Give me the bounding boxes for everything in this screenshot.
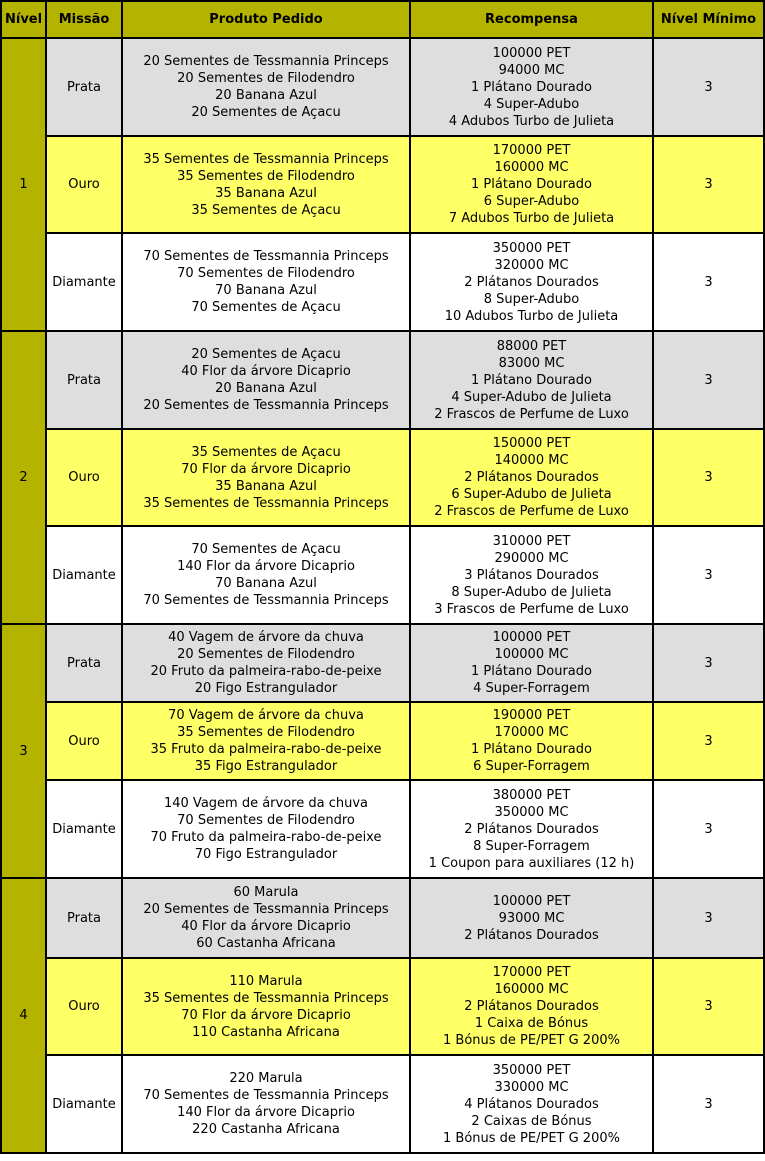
reward-line: 3 Frascos de Perfume de Luxo bbox=[434, 601, 629, 617]
rewards-cell bbox=[410, 429, 653, 526]
reward-line: 88000 PET bbox=[496, 338, 567, 354]
min-level-cell: 3 bbox=[653, 958, 764, 1055]
reward-line: 330000 MC bbox=[494, 1079, 569, 1095]
product-line: 40 Vagem de árvore da chuva bbox=[168, 630, 364, 645]
min-level-cell: 3 bbox=[653, 429, 764, 526]
products-cell bbox=[122, 233, 410, 331]
product-line: 35 Fruto da palmeira-rabo-de-peixe bbox=[150, 742, 382, 757]
quest-row bbox=[1, 780, 764, 878]
level-cell: 2 bbox=[1, 331, 46, 624]
reward-line: 2 Plátanos Dourados bbox=[464, 821, 599, 837]
product-line: 70 Flor da árvore Dicaprio bbox=[181, 461, 351, 477]
product-line: 35 Sementes de Tessmannia Princeps bbox=[143, 151, 389, 167]
reward-line: 170000 PET bbox=[492, 965, 571, 980]
rewards-cell bbox=[410, 878, 653, 958]
product-line: 70 Sementes de Tessmannia Princeps bbox=[143, 593, 389, 608]
reward-line: 1 Plátano Dourado bbox=[471, 372, 592, 388]
reward-line: 10 Adubos Turbo de Julieta bbox=[444, 308, 619, 324]
product-line: 35 Figo Estrangulador bbox=[194, 759, 338, 774]
level-cell: 3 bbox=[1, 624, 46, 878]
mission-cell: Prata bbox=[46, 38, 122, 136]
reward-line: 1 Plátano Dourado bbox=[471, 664, 592, 679]
reward-line: 2 Plátanos Dourados bbox=[464, 470, 599, 485]
product-line: 140 Vagem de árvore da chuva bbox=[163, 796, 368, 811]
min-level-cell: 3 bbox=[653, 878, 764, 958]
reward-line: 2 Plátanos Dourados bbox=[464, 274, 599, 290]
reward-line: 1 Plátano Dourado bbox=[471, 742, 592, 757]
rewards-cell bbox=[410, 624, 653, 702]
product-line: 110 Marula bbox=[229, 973, 303, 989]
product-line: 70 Fruto da palmeira-rabo-de-peixe bbox=[150, 830, 382, 845]
product-line: 60 Marula bbox=[233, 885, 299, 900]
quest-row bbox=[1, 331, 764, 429]
min-level-cell: 3 bbox=[653, 526, 764, 624]
reward-line: 150000 PET bbox=[492, 436, 571, 451]
min-level-cell: 3 bbox=[653, 702, 764, 780]
product-line: 35 Sementes de Filodendro bbox=[177, 725, 355, 740]
product-line: 140 Flor da árvore Dicaprio bbox=[177, 1105, 355, 1120]
product-line: 220 Marula bbox=[229, 1071, 303, 1086]
quest-row bbox=[1, 624, 764, 702]
product-line: 70 Banana Azul bbox=[215, 576, 317, 591]
reward-line: 350000 PET bbox=[492, 240, 571, 256]
rewards-cell bbox=[410, 38, 653, 136]
reward-line: 94000 MC bbox=[498, 62, 565, 78]
product-line: 70 Sementes de Tessmannia Princeps bbox=[143, 1088, 389, 1103]
reward-line: 4 Super-Forragem bbox=[473, 681, 590, 696]
product-line: 220 Castanha Africana bbox=[192, 1122, 340, 1137]
reward-line: 4 Adubos Turbo de Julieta bbox=[448, 113, 615, 129]
reward-line: 310000 PET bbox=[492, 533, 571, 549]
product-line: 70 Flor da árvore Dicaprio bbox=[181, 1007, 351, 1023]
reward-line: 100000 PET bbox=[492, 45, 571, 61]
mission-cell: Ouro bbox=[46, 702, 122, 780]
mission-cell: Ouro bbox=[46, 958, 122, 1055]
products-cell bbox=[122, 780, 410, 878]
reward-line: 8 Super-Forragem bbox=[473, 838, 590, 854]
reward-line: 2 Frascos de Perfume de Luxo bbox=[434, 406, 629, 422]
quest-row bbox=[1, 878, 764, 958]
quest-row bbox=[1, 38, 764, 136]
reward-line: 170000 MC bbox=[494, 725, 569, 740]
mission-cell: Diamante bbox=[46, 1055, 122, 1153]
reward-line: 1 Coupon para auxiliares (12 h) bbox=[428, 855, 635, 871]
products-cell bbox=[122, 136, 410, 233]
rewards-cell bbox=[410, 331, 653, 429]
reward-line: 83000 MC bbox=[498, 355, 565, 371]
reward-line: 2 Caixas de Bónus bbox=[471, 1113, 592, 1129]
mission-cell: Prata bbox=[46, 624, 122, 702]
min-level-cell: 3 bbox=[653, 233, 764, 331]
reward-line: 1 Caixa de Bónus bbox=[474, 1016, 589, 1031]
reward-line: 160000 MC bbox=[494, 982, 569, 997]
reward-line: 160000 MC bbox=[494, 160, 569, 175]
reward-line: 6 Super-Forragem bbox=[473, 759, 590, 774]
reward-line: 6 Super-Adubo de Julieta bbox=[451, 487, 612, 502]
product-line: 20 Sementes de Tessmannia Princeps bbox=[143, 398, 389, 413]
product-line: 60 Castanha Africana bbox=[196, 936, 336, 951]
quest-row bbox=[1, 233, 764, 331]
quest-row bbox=[1, 958, 764, 1055]
product-line: 40 Flor da árvore Dicaprio bbox=[181, 919, 351, 934]
product-line: 35 Sementes de Açacu bbox=[191, 444, 341, 460]
reward-line: 320000 MC bbox=[494, 257, 569, 273]
reward-line: 1 Bónus de PE/PET G 200% bbox=[443, 1033, 620, 1048]
product-line: 35 Banana Azul bbox=[215, 478, 317, 494]
header-nivel-minimo: Nível Mínimo bbox=[653, 1, 764, 38]
product-line: 110 Castanha Africana bbox=[192, 1024, 340, 1040]
mission-cell: Diamante bbox=[46, 526, 122, 624]
level-cell: 1 bbox=[1, 38, 46, 331]
reward-line: 350000 PET bbox=[492, 1062, 571, 1078]
product-line: 35 Banana Azul bbox=[215, 185, 317, 201]
product-line: 20 Sementes de Filodendro bbox=[177, 647, 355, 662]
product-line: 35 Sementes de Tessmannia Princeps bbox=[143, 495, 389, 511]
mission-cell: Ouro bbox=[46, 136, 122, 233]
products-cell bbox=[122, 526, 410, 624]
products-cell bbox=[122, 958, 410, 1055]
reward-line: 100000 PET bbox=[492, 893, 571, 909]
product-line: 70 Sementes de Tessmannia Princeps bbox=[143, 249, 389, 264]
product-line: 20 Sementes de Tessmannia Princeps bbox=[143, 54, 389, 69]
reward-line: 290000 MC bbox=[494, 550, 569, 566]
rewards-cell bbox=[410, 1055, 653, 1153]
products-cell bbox=[122, 429, 410, 526]
reward-line: 1 Bónus de PE/PET G 200% bbox=[443, 1130, 620, 1146]
product-line: 20 Fruto da palmeira-rabo-de-peixe bbox=[150, 664, 382, 679]
product-line: 70 Sementes de Filodendro bbox=[177, 813, 355, 828]
reward-line: 2 Plátanos Dourados bbox=[464, 999, 599, 1014]
reward-line: 6 Super-Adubo bbox=[483, 194, 580, 209]
reward-line: 4 Plátanos Dourados bbox=[464, 1096, 599, 1112]
reward-line: 2 Frascos de Perfume de Luxo bbox=[434, 504, 629, 519]
reward-line: 350000 MC bbox=[494, 804, 569, 820]
product-line: 20 Sementes de Açacu bbox=[191, 105, 341, 120]
product-line: 70 Vagem de árvore da chuva bbox=[168, 708, 364, 723]
product-line: 20 Banana Azul bbox=[215, 88, 317, 103]
reward-line: 2 Plátanos Dourados bbox=[464, 927, 599, 943]
rewards-cell bbox=[410, 526, 653, 624]
reward-line: 1 Plátano Dourado bbox=[471, 79, 592, 95]
mission-cell: Diamante bbox=[46, 780, 122, 878]
quest-row bbox=[1, 429, 764, 526]
product-line: 70 Sementes de Açacu bbox=[191, 300, 341, 315]
rewards-cell bbox=[410, 702, 653, 780]
products-cell bbox=[122, 878, 410, 958]
mission-cell: Prata bbox=[46, 331, 122, 429]
rewards-cell bbox=[410, 233, 653, 331]
reward-line: 140000 MC bbox=[494, 453, 569, 468]
product-line: 20 Sementes de Filodendro bbox=[177, 71, 355, 86]
min-level-cell: 3 bbox=[653, 1055, 764, 1153]
reward-line: 380000 PET bbox=[492, 787, 571, 803]
mission-cell: Diamante bbox=[46, 233, 122, 331]
mission-cell: Prata bbox=[46, 878, 122, 958]
min-level-cell: 3 bbox=[653, 780, 764, 878]
product-line: 20 Sementes de Açacu bbox=[191, 347, 341, 362]
reward-line: 190000 PET bbox=[492, 708, 571, 723]
product-line: 35 Sementes de Filodendro bbox=[177, 168, 355, 184]
product-line: 140 Flor da árvore Dicaprio bbox=[177, 559, 355, 574]
header-recompensa: Recompensa bbox=[410, 1, 653, 38]
product-line: 35 Sementes de Tessmannia Princeps bbox=[143, 990, 389, 1006]
min-level-cell: 3 bbox=[653, 136, 764, 233]
product-line: 20 Figo Estrangulador bbox=[194, 681, 338, 696]
quest-row bbox=[1, 136, 764, 233]
level-cell: 4 bbox=[1, 878, 46, 1153]
rewards-cell bbox=[410, 780, 653, 878]
reward-line: 7 Adubos Turbo de Julieta bbox=[448, 211, 615, 226]
product-line: 20 Sementes de Tessmannia Princeps bbox=[143, 902, 389, 917]
reward-line: 8 Super-Adubo bbox=[483, 291, 580, 307]
product-line: 70 Figo Estrangulador bbox=[194, 847, 338, 862]
header-missao: Missão bbox=[46, 1, 122, 38]
products-cell bbox=[122, 1055, 410, 1153]
product-line: 70 Banana Azul bbox=[215, 283, 317, 298]
reward-line: 8 Super-Adubo de Julieta bbox=[451, 584, 612, 600]
reward-line: 100000 MC bbox=[494, 647, 569, 662]
min-level-cell: 3 bbox=[653, 624, 764, 702]
products-cell bbox=[122, 702, 410, 780]
reward-line: 4 Super-Adubo de Julieta bbox=[451, 389, 612, 405]
reward-line: 3 Plátanos Dourados bbox=[464, 567, 599, 583]
product-line: 35 Sementes de Açacu bbox=[191, 202, 341, 218]
products-cell bbox=[122, 38, 410, 136]
product-line: 70 Sementes de Açacu bbox=[191, 542, 341, 557]
header-nivel: Nível bbox=[1, 1, 46, 38]
reward-line: 4 Super-Adubo bbox=[483, 96, 580, 112]
min-level-cell: 3 bbox=[653, 331, 764, 429]
products-cell bbox=[122, 331, 410, 429]
quests-body bbox=[1, 38, 764, 1153]
mission-cell: Ouro bbox=[46, 429, 122, 526]
products-cell bbox=[122, 624, 410, 702]
header-produto: Produto Pedido bbox=[122, 1, 410, 38]
min-level-cell: 3 bbox=[653, 38, 764, 136]
quest-row bbox=[1, 526, 764, 624]
reward-line: 100000 PET bbox=[492, 630, 571, 645]
rewards-cell bbox=[410, 958, 653, 1055]
reward-line: 93000 MC bbox=[498, 910, 565, 926]
reward-line: 1 Plátano Dourado bbox=[471, 177, 592, 192]
quest-row bbox=[1, 702, 764, 780]
product-line: 70 Sementes de Filodendro bbox=[177, 266, 355, 281]
reward-line: 170000 PET bbox=[492, 143, 571, 158]
product-line: 20 Banana Azul bbox=[215, 381, 317, 396]
header-row bbox=[1, 1, 764, 38]
quest-row bbox=[1, 1055, 764, 1153]
rewards-cell bbox=[410, 136, 653, 233]
product-line: 40 Flor da árvore Dicaprio bbox=[181, 364, 351, 379]
